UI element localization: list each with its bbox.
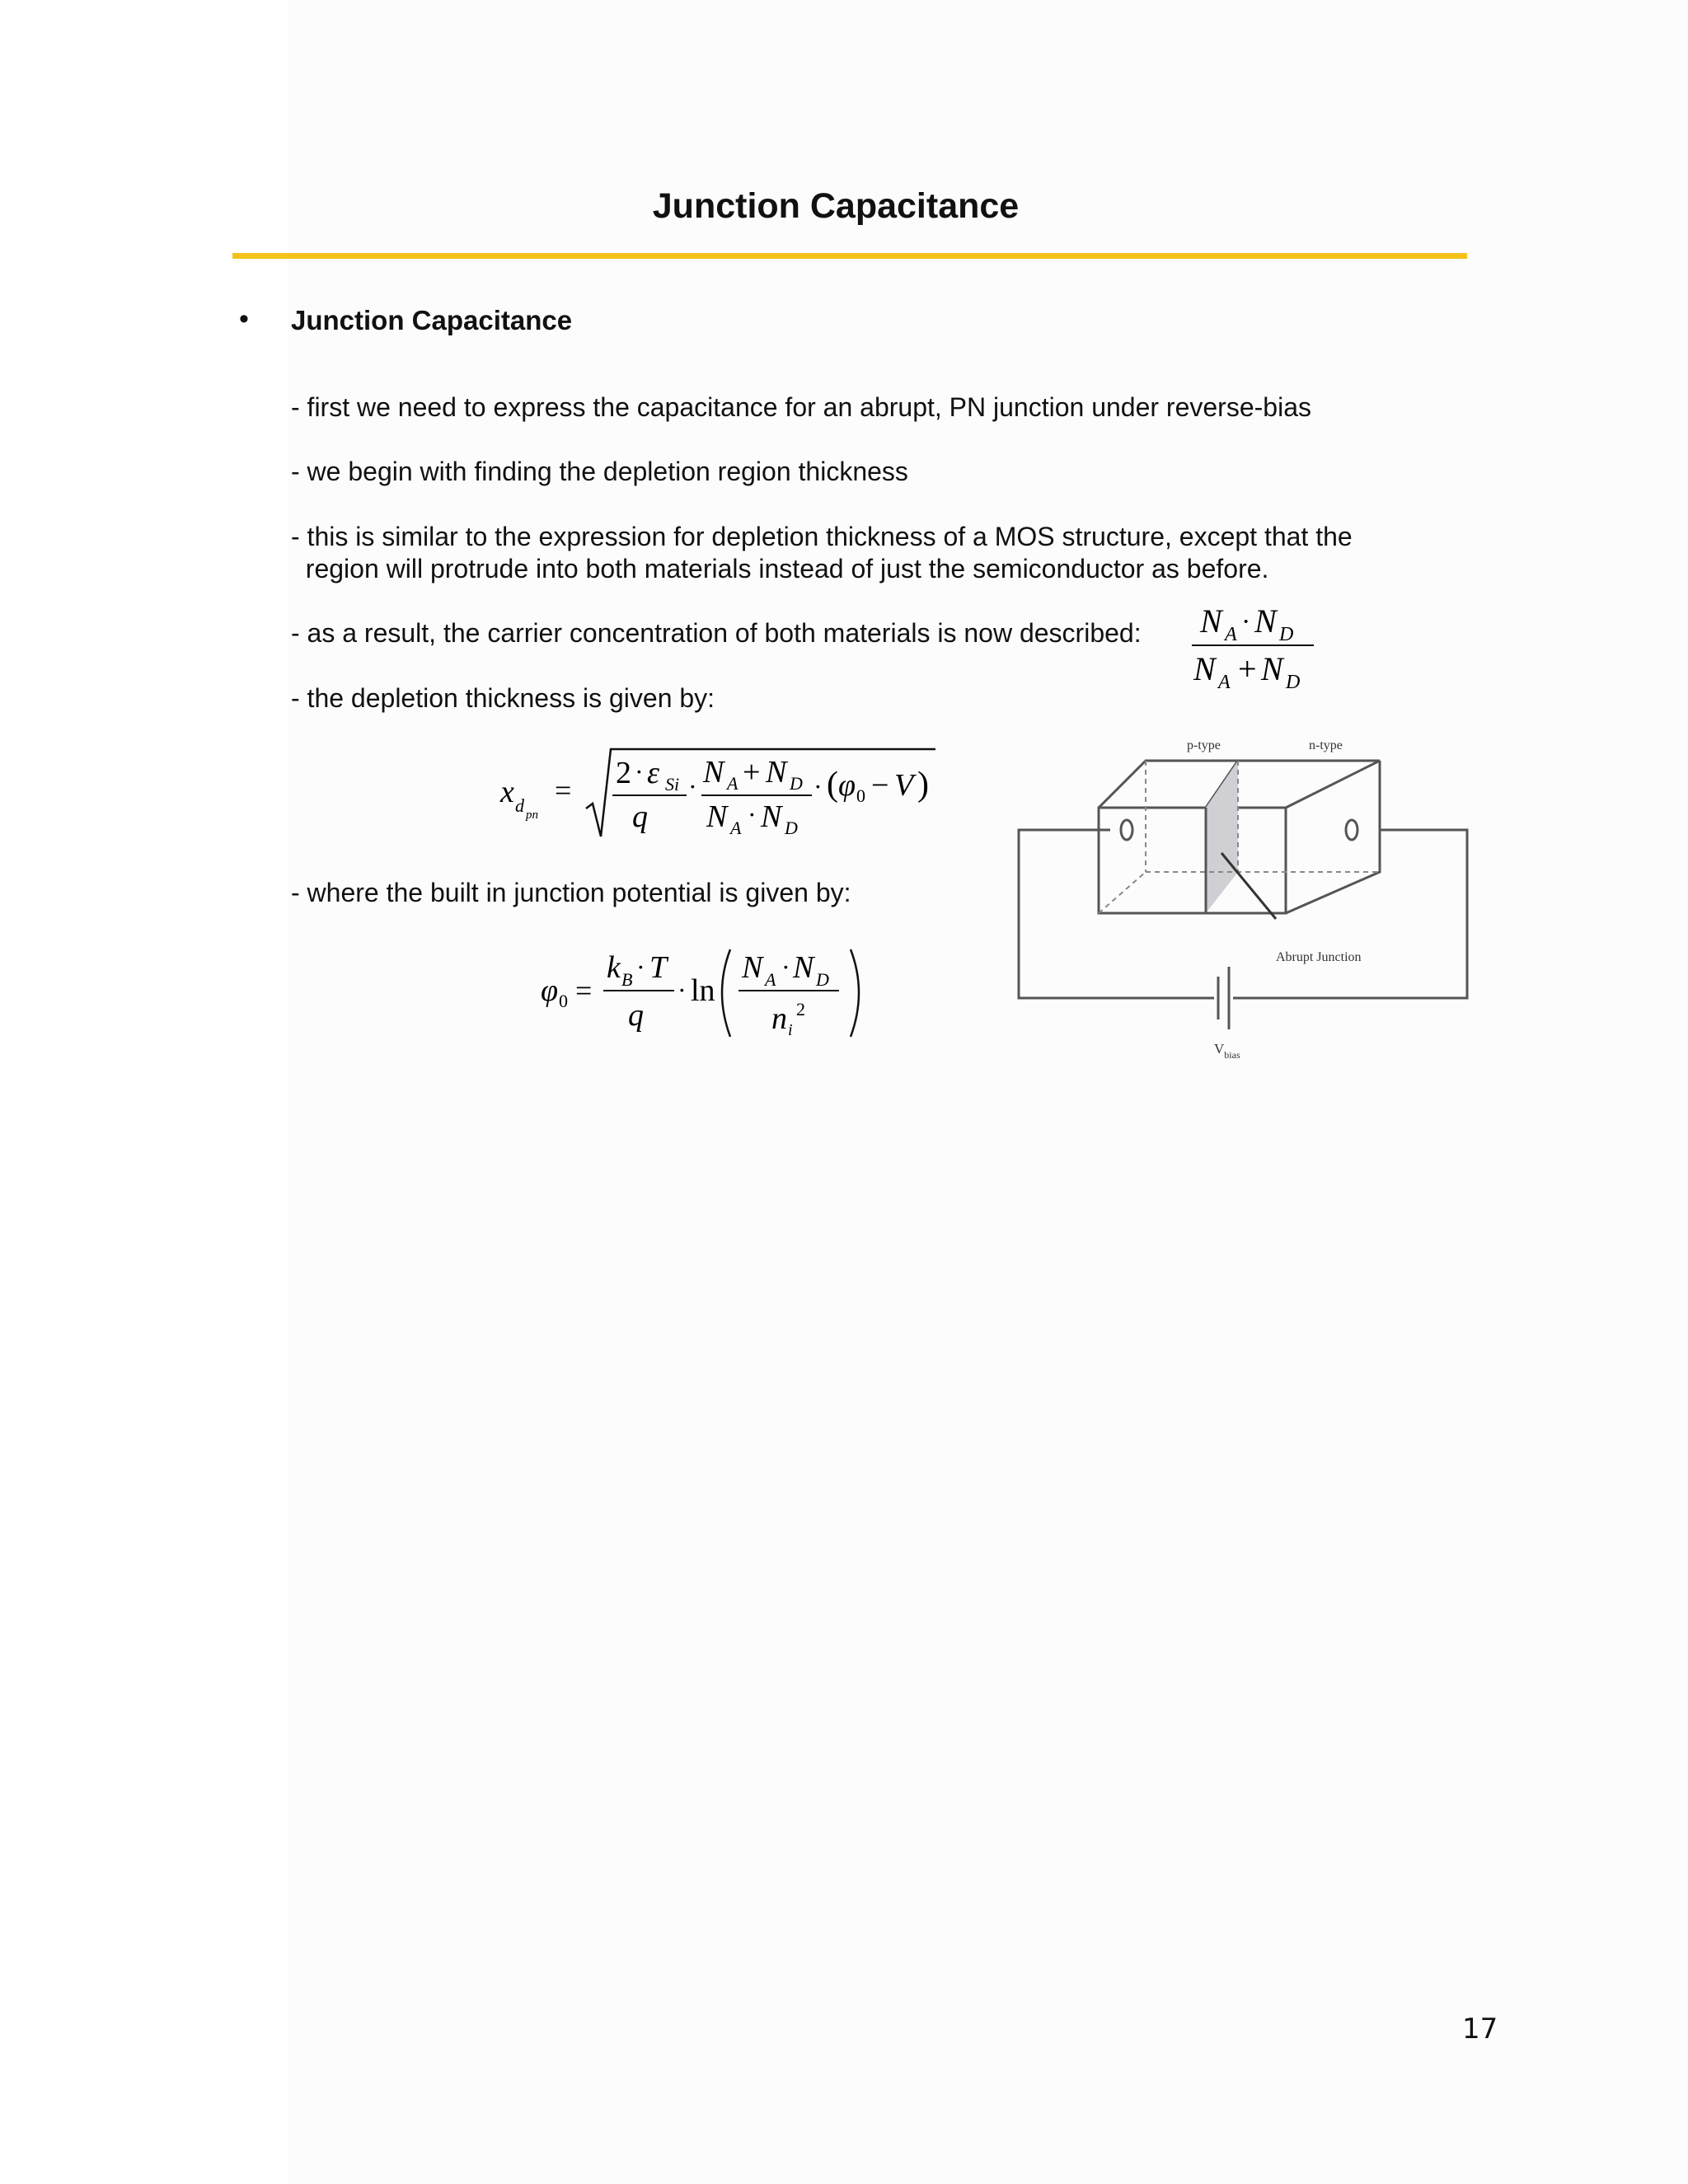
label-abrupt-junction: Abrupt Junction xyxy=(1276,950,1362,964)
svg-text:i: i xyxy=(788,1021,793,1039)
svg-text:N: N xyxy=(761,799,782,834)
svg-text:Vbias xyxy=(1214,1041,1240,1061)
svg-text:0: 0 xyxy=(559,991,568,1011)
svg-text:D: D xyxy=(816,969,829,990)
svg-text:·: · xyxy=(678,975,687,1005)
svg-text:ε: ε xyxy=(647,756,659,790)
svg-text:N: N xyxy=(793,950,814,985)
svg-text:φ: φ xyxy=(838,768,856,803)
svg-text:d: d xyxy=(515,795,524,816)
svg-text:·: · xyxy=(781,952,790,982)
svg-text:T: T xyxy=(649,950,668,985)
svg-text:): ) xyxy=(917,766,929,804)
svg-text:+: + xyxy=(743,755,761,790)
text-line-2: - we begin with finding the depletion region thickness xyxy=(291,457,908,486)
text-line-5: - as a result, the carrier concentration of both materials is now described: xyxy=(291,618,1142,648)
svg-text:=: = xyxy=(555,774,572,807)
svg-text:N: N xyxy=(1200,602,1222,640)
svg-text:ln: ln xyxy=(691,973,715,1008)
svg-text:pn: pn xyxy=(526,808,538,822)
depletion-thickness-equation xyxy=(490,738,952,849)
svg-text:A: A xyxy=(765,969,776,990)
svg-text:A: A xyxy=(730,818,742,838)
concentration-equation xyxy=(1179,598,1327,696)
svg-text:·: · xyxy=(635,757,644,786)
svg-text:N: N xyxy=(1254,602,1277,640)
bullet-heading: Junction Capacitance xyxy=(291,305,573,335)
svg-text:A: A xyxy=(1218,672,1231,693)
svg-text:A: A xyxy=(1225,624,1237,645)
svg-text:D: D xyxy=(790,773,803,794)
svg-text:D: D xyxy=(785,818,798,838)
svg-text:N: N xyxy=(742,950,763,985)
svg-text:N: N xyxy=(1193,650,1216,687)
label-p-type: p-type xyxy=(1187,738,1221,752)
svg-text:2: 2 xyxy=(796,999,805,1019)
svg-text:·: · xyxy=(636,952,645,982)
svg-text:q: q xyxy=(632,799,648,834)
svg-text:(: ( xyxy=(827,766,838,804)
pn-junction-figure xyxy=(1014,729,1475,1067)
svg-text:D: D xyxy=(1286,672,1301,693)
text-line-1: - first we need to express the capacitance for an abrupt, PN junction under reverse-bias xyxy=(291,392,1311,422)
text-line-6: - the depletion thickness is given by: xyxy=(291,683,715,713)
svg-text:N: N xyxy=(703,755,724,790)
svg-text:N: N xyxy=(1261,650,1283,687)
page-number: 17 xyxy=(1462,2013,1498,2046)
svg-text:q: q xyxy=(628,998,644,1033)
label-bias-sub: bias xyxy=(1224,1049,1240,1061)
svg-text:k: k xyxy=(607,950,621,985)
svg-text:·: · xyxy=(1241,607,1251,637)
title-underline xyxy=(232,253,1467,259)
bullet-marker: • xyxy=(239,303,249,335)
svg-text:n: n xyxy=(771,1001,787,1036)
page-title: Junction Capacitance xyxy=(652,186,1020,226)
svg-text:2: 2 xyxy=(616,756,631,790)
built-in-potential-equation xyxy=(528,940,874,1051)
svg-text:·: · xyxy=(748,799,757,829)
label-n-type: n-type xyxy=(1309,738,1343,752)
svg-text:D: D xyxy=(1279,624,1294,645)
svg-text:=: = xyxy=(575,974,593,1007)
text-line-3: - this is similar to the expression for depletion thickness of a MOS structure, except that the xyxy=(291,522,1353,551)
svg-text:V: V xyxy=(894,768,914,803)
text-line-4: region will protrude into both materials instead of just the semiconductor as before. xyxy=(291,554,1269,583)
svg-text:N: N xyxy=(766,755,787,790)
svg-text:0: 0 xyxy=(856,785,865,806)
svg-text:·: · xyxy=(814,771,823,801)
svg-text:−: − xyxy=(871,768,889,803)
label-bias: V xyxy=(1214,1041,1225,1057)
text-line-7: - where the built in junction potential is given by: xyxy=(291,878,851,907)
svg-text:+: + xyxy=(1238,650,1257,687)
svg-text:x: x xyxy=(500,775,514,809)
svg-text:B: B xyxy=(621,969,633,990)
svg-text:N: N xyxy=(706,799,728,834)
svg-text:Si: Si xyxy=(665,774,680,794)
svg-text:φ: φ xyxy=(541,973,559,1008)
svg-text:·: · xyxy=(688,771,697,801)
svg-text:A: A xyxy=(727,773,738,794)
